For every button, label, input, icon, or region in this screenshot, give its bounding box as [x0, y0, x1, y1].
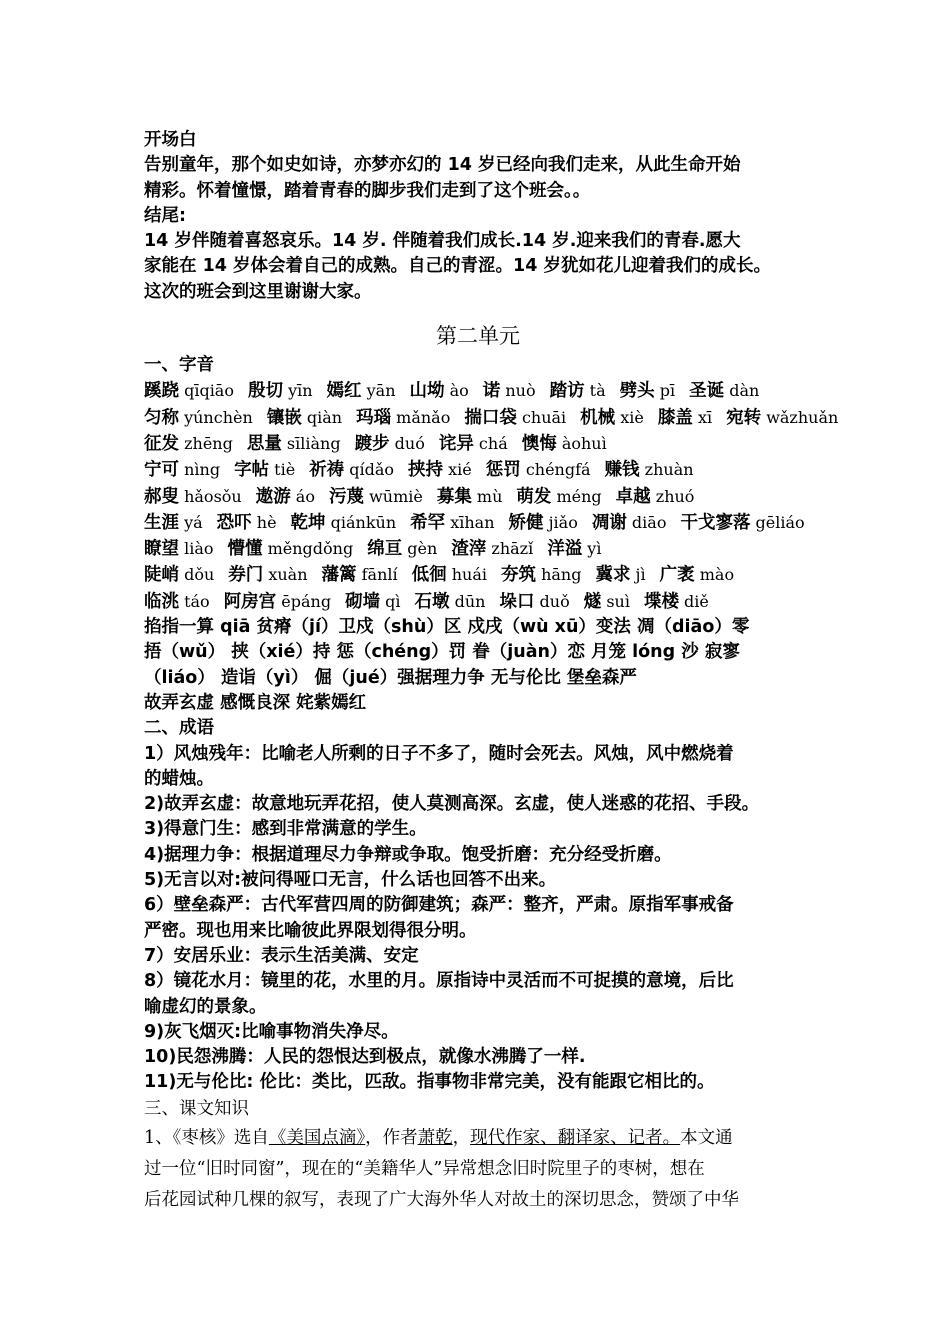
pron-pinyin: qídǎo	[344, 460, 395, 480]
pron-row	[144, 589, 812, 615]
pron-pinyin: mǎnǎo	[391, 407, 451, 427]
idiom-line: 6）壁垒森严：古代军营四周的防御建筑；森严：整齐，严肃。原指军事戒备	[144, 895, 734, 916]
pron-word: 踏访	[549, 381, 585, 402]
idiom-line: 9)灰飞烟灭:比喻事物消失净尽。	[144, 1021, 399, 1042]
pron-word: 矫健	[508, 512, 544, 533]
pron-pinyin: duó	[389, 433, 425, 453]
pron-word: 渣滓	[451, 539, 487, 560]
pron-pinyin: chá	[473, 433, 508, 453]
pron-pinyin: chuāi	[516, 407, 567, 427]
pron-word: 募集	[436, 486, 472, 507]
pron-word: 机械	[580, 407, 616, 428]
pron-row-13: （liáo） 造诣（yì） 倔（jué）强据理力争 无与伦比 堡垒森严	[144, 667, 637, 688]
pron-pinyin: měngdǒng	[262, 539, 354, 559]
pron-word: 凋谢	[591, 512, 627, 533]
idiom-line: 10)民怨沸腾：人民的怨恨达到极点，就像水沸腾了一样.	[144, 1047, 586, 1068]
pron-pinyin: yúnchèn	[179, 407, 253, 427]
pron-pinyin: jiǎo	[543, 512, 578, 532]
pron-pinyin: wǎzhuǎn	[761, 407, 839, 427]
pron-pinyin: diāo	[626, 512, 667, 532]
pron-row	[144, 562, 812, 588]
pron-word: 堞楼	[643, 591, 679, 612]
pron-pinyin: fānlí	[356, 565, 398, 585]
pron-word: 低徊	[411, 565, 447, 586]
pron-pinyin: méng	[551, 486, 602, 506]
pron-row-11: 掐指一算 qiā 贫瘠（jí）卫戍（shù）区 戍戌（wù xū）变法 凋（diāo）零	[144, 617, 750, 638]
pron-row	[144, 457, 812, 483]
pron-pinyin: yīn	[282, 381, 313, 401]
pron-word: 瞭望	[144, 539, 179, 560]
pron-pinyin: wūmiè	[363, 486, 423, 506]
pron-word: 惩罚	[485, 460, 521, 481]
pron-row	[144, 378, 812, 404]
pron-pinyin: xīhan	[445, 512, 495, 532]
text-part: ，	[452, 1127, 471, 1148]
pron-pinyin: duǒ	[534, 591, 570, 611]
pron-pinyin: dūn	[449, 591, 486, 611]
pron-word: 广袤	[659, 565, 695, 586]
pron-word: 懊悔	[521, 433, 557, 454]
text-part: ，作者	[365, 1127, 418, 1148]
pron-word: 恐吓	[216, 512, 252, 533]
pron-word: 赚钱	[604, 460, 640, 481]
pron-word: 卓越	[615, 486, 651, 507]
pron-pinyin: ào	[444, 381, 469, 401]
section1-heading: 一、字音	[144, 355, 214, 376]
pron-word: 乾坤	[290, 512, 326, 533]
author-name: 萧乾	[417, 1127, 453, 1148]
pron-pinyin: hǎosǒu	[179, 486, 242, 506]
pron-word: 蹊跷	[144, 381, 179, 402]
pron-pinyin: tà	[584, 381, 606, 401]
idiom-line: 7）安居乐业：表示生活美满、安定	[144, 945, 419, 966]
text-knowledge-line-2: 过一位“旧时同窗”，现在的“美籍华人”异常想念旧时院里子的枣树，想在	[144, 1158, 705, 1179]
section3-heading: 三、课文知识	[144, 1098, 249, 1119]
ending-line-3: 这次的班会到这里谢谢大家。	[144, 281, 372, 302]
idiom-line: 4)据理力争：根据道理尽力争辩或争取。饱受折磨：充分经受折磨。	[144, 844, 672, 865]
pron-word: 诺	[482, 381, 501, 402]
pron-pinyin: chéngfá	[520, 460, 591, 480]
pron-pinyin: nìng	[179, 460, 221, 480]
pron-pinyin: gèn	[402, 539, 438, 559]
pron-word: 遨游	[255, 486, 291, 507]
pron-word: 圣诞	[689, 381, 725, 402]
pron-row	[144, 431, 812, 457]
pron-word: 临洮	[144, 591, 179, 612]
pron-word: 祈祷	[309, 460, 345, 481]
pron-word: 字帖	[234, 460, 270, 481]
pron-word: 干戈寥落	[680, 512, 751, 533]
opening-line-1: 告别童年，那个如史如诗，亦梦亦幻的 14 岁已经向我们走来，从此生命开始	[144, 155, 741, 176]
unit-title: 第二单元	[436, 324, 520, 349]
pron-word: 陡峭	[144, 565, 179, 586]
section2-heading: 二、成语	[144, 718, 214, 739]
pron-pinyin: mù	[471, 486, 503, 506]
idiom-line: 8）镜花水月：镜里的花，水里的月。原指诗中灵活而不可捉摸的意境，后比	[144, 971, 734, 992]
pron-pinyin: àohuì	[556, 433, 607, 453]
pron-word: 玛瑙	[356, 407, 392, 428]
pron-pinyin: hāng	[535, 565, 582, 585]
text-part: 1、《枣核》选自	[144, 1127, 269, 1148]
pron-word: 燧	[583, 591, 602, 612]
pron-word: 揣口袋	[464, 407, 517, 428]
pron-word: 石墩	[414, 591, 450, 612]
pron-word: 绵亘	[367, 539, 403, 560]
text-knowledge-line-3: 后花园试种几棵的叙写，表现了广大海外华人对故土的深切思念，赞颂了中华	[144, 1189, 739, 1210]
pron-pinyin: jì	[630, 565, 646, 585]
pron-pinyin: huái	[446, 565, 487, 585]
pron-pinyin: pī	[654, 381, 676, 401]
pron-pinyin: mào	[694, 565, 735, 585]
pron-word: 藩篱	[321, 565, 357, 586]
idiom-line: 5)无言以对:被问得哑口无言，什么话也回答不出来。	[144, 870, 557, 891]
idiom-line: 1）风烛残年：比喻老人所剩的日子不多了，随时会死去。风烛，风中燃烧着	[144, 743, 734, 764]
pron-row-14: 故弄玄虚 感慨良深 姹紫嫣红	[144, 692, 367, 713]
pron-pinyin: áo	[290, 486, 315, 506]
idiom-line: 的蜡烛。	[144, 768, 214, 789]
pron-pinyin: xiè	[615, 407, 644, 427]
pron-pinyin: nuò	[500, 381, 536, 401]
pron-word: 生涯	[144, 512, 179, 533]
pron-word: 污蔑	[328, 486, 364, 507]
pron-word: 希罕	[410, 512, 446, 533]
pron-word: 萌发	[516, 486, 552, 507]
pron-word: 嫣红	[326, 381, 362, 402]
text-knowledge-line-1	[144, 1123, 812, 1154]
pron-pinyin: qiàn	[301, 407, 343, 427]
pron-word: 踱步	[354, 433, 390, 454]
pron-word: 山坳	[409, 381, 445, 402]
opening-line-2: 精彩。怀着憧憬，踏着青春的脚步我们走到了这个班会。。	[144, 180, 591, 201]
pron-pinyin: zhuàn	[639, 460, 694, 480]
pron-pinyin: qiánkūn	[325, 512, 397, 532]
book-title: 《美国点滴》	[268, 1127, 366, 1148]
pron-word: 思量	[246, 433, 282, 454]
idiom-line: 3)得意门生：感到非常满意的学生。	[144, 819, 427, 840]
pron-pinyin: yá	[179, 512, 203, 532]
pron-pinyin: gēliáo	[750, 512, 805, 532]
idiom-line: 严密。现也用来比喻彼此界限划得很分明。	[144, 920, 477, 941]
pron-pinyin: xuàn	[263, 565, 308, 585]
text-part: 本文通	[680, 1127, 733, 1148]
pron-word: 夯筑	[500, 565, 536, 586]
pron-word: 券门	[228, 565, 264, 586]
idiom-line: 11)无与伦比: 伦比：类比，匹敌。指事物非常完美，没有能跟它相比的。	[144, 1072, 715, 1093]
pron-pinyin: xié	[443, 460, 472, 480]
pron-word: 宁可	[144, 460, 179, 481]
idiom-line: 喻虚幻的景象。	[144, 996, 267, 1017]
pron-pinyin: dǒu	[179, 565, 215, 585]
pron-pinyin: tiè	[269, 460, 296, 480]
pron-word: 砌墙	[345, 591, 381, 612]
pron-word: 镶嵌	[266, 407, 302, 428]
pron-word: 懵懂	[227, 539, 263, 560]
pron-word: 殷切	[247, 381, 283, 402]
pron-pinyin: yān	[361, 381, 396, 401]
pron-pinyin: xī	[692, 407, 713, 427]
pron-word: 宛转	[726, 407, 762, 428]
pron-pinyin: yì	[582, 539, 602, 559]
pron-pinyin: táo	[179, 591, 210, 611]
pronunciation-list	[144, 378, 839, 615]
pron-word: 劈头	[619, 381, 655, 402]
document-page	[144, 128, 839, 1216]
pron-pinyin: ēpáng	[276, 591, 332, 611]
pron-row	[144, 536, 812, 562]
pron-word: 阿房宫	[223, 591, 277, 612]
idiom-line: 2)故弄玄虚：故意地玩弄花招，使人莫测高深。玄虚，使人迷惑的花招、手段。	[144, 794, 760, 815]
pron-pinyin: zhāzǐ	[486, 539, 534, 559]
pron-word: 征发	[144, 433, 179, 454]
pron-pinyin: zhuó	[650, 486, 695, 506]
pron-row	[144, 484, 812, 510]
pron-row	[144, 510, 812, 536]
pron-pinyin: suì	[601, 591, 630, 611]
author-desc: 现代作家、翻译家、记者。	[470, 1127, 681, 1148]
pron-pinyin: qīqiāo	[179, 381, 234, 401]
pron-word: 郝叟	[144, 486, 179, 507]
pron-pinyin: zhēng	[179, 433, 233, 453]
pron-pinyin: qì	[380, 591, 401, 611]
ending-heading: 结尾:	[144, 205, 186, 226]
opening-heading: 开场白	[144, 130, 197, 150]
pron-word: 洋溢	[547, 539, 583, 560]
pron-row-12: 捂（wǔ） 挟（xié）持 惩（chéng）罚 眷（juàn）恋 月笼 lóng 沙 寂寥	[144, 642, 740, 663]
pron-word: 匀称	[144, 407, 179, 428]
pron-pinyin: diě	[678, 591, 709, 611]
ending-line-2: 家能在 14 岁体会着自己的成熟。自己的青涩。14 岁犹如花儿迎着我们的成长。	[144, 256, 771, 277]
ending-line-1: 14 岁伴随着喜怒哀乐。14 岁. 伴随着我们成长.14 岁.迎来我们的青春.愿大	[144, 231, 741, 252]
pron-word: 膝盖	[657, 407, 693, 428]
pron-word: 诧异	[438, 433, 474, 454]
pron-pinyin: dàn	[724, 381, 760, 401]
pron-pinyin: hè	[251, 512, 277, 532]
pron-word: 垛口	[499, 591, 535, 612]
pron-word: 冀求	[595, 565, 631, 586]
pron-pinyin: liào	[179, 539, 214, 559]
pron-word: 挟持	[408, 460, 444, 481]
pron-pinyin: sīliàng	[281, 433, 341, 453]
pron-row	[144, 405, 839, 431]
